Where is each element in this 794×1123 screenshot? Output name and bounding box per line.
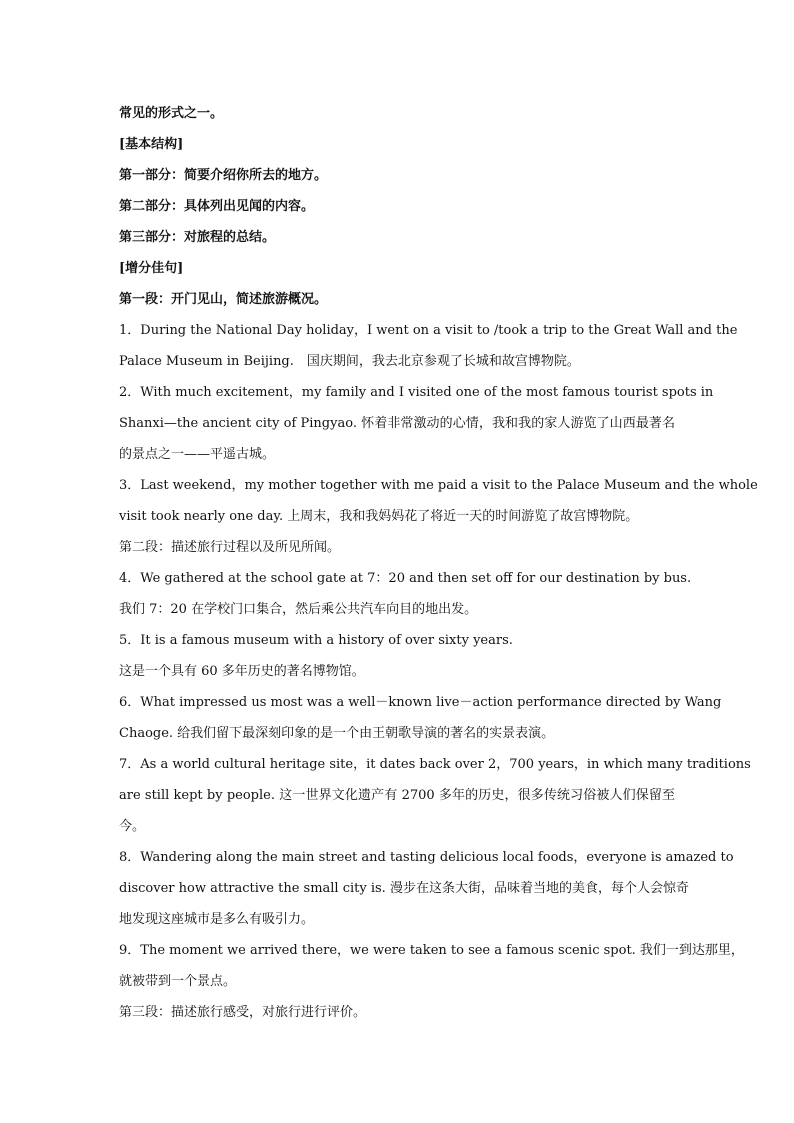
section-three-heading: 第三段：描述旅行感受，对旅行进行评价。 bbox=[119, 1005, 367, 1020]
sentence-6-line: Chaoge. 给我们留下最深刻印象的是一个由王朝歌导演的著名的实景表演。 bbox=[119, 726, 555, 741]
structure-part-three: 第三部分：对旅程的总结。 bbox=[119, 230, 276, 245]
sentence-5-line: 5．It is a famous museum with a history of over sixty years. bbox=[119, 633, 513, 648]
sentence-5-line: 这是一个具有 60 多年历史的著名博物馆。 bbox=[119, 664, 365, 679]
sentence-9-line: 就被带到一个景点。 bbox=[119, 974, 237, 989]
good-sentences-heading: [增分佳句] bbox=[119, 261, 184, 276]
sentence-8-line: 地发现这座城市是多么有吸引力。 bbox=[119, 912, 315, 927]
sentence-3-line: 3．Last weekend，my mother together with me paid a visit to the Palace Museum and the whole bbox=[119, 478, 758, 493]
sentence-9-line: 9．The moment we arrived there，we were taken to see a famous scenic spot. 我们一到达那里， bbox=[119, 943, 744, 958]
sentence-8-line: 8．Wandering along the main street and tasting delicious local foods，everyone is amazed to bbox=[119, 850, 734, 865]
sentence-2-line: Shanxi—the ancient city of Pingyao. 怀着非常激动的心情，我和我的家人游览了山西最著名 bbox=[119, 416, 675, 431]
sentence-6 bbox=[119, 687, 722, 749]
sentence-3 bbox=[119, 470, 758, 532]
section-two-heading: 第二段：描述旅行过程以及所见所闻。 bbox=[119, 540, 341, 555]
sentence-9 bbox=[119, 935, 744, 997]
sentence-7 bbox=[119, 749, 751, 842]
basic-structure-heading: [基本结构] bbox=[119, 137, 184, 152]
sentence-8 bbox=[119, 842, 734, 935]
sentence-7-line: are still kept by people. 这一世界文化遗产有 2700 多年的历史，很多传统习俗被人们保留至 bbox=[119, 788, 675, 803]
structure-part-two: 第二部分：具体列出见闻的内容。 bbox=[119, 199, 315, 214]
intro-line: 常见的形式之一。 bbox=[119, 106, 224, 121]
sentence-1-line: 1．During the National Day holiday，I went on a visit to /took a trip to the Great Wall and the bbox=[119, 323, 738, 338]
document-body bbox=[119, 98, 758, 1028]
sentence-7-line: 今。 bbox=[119, 819, 146, 834]
sentence-8-line: discover how attractive the small city is. 漫步在这条大街，品味着当地的美食，每个人会惊奇 bbox=[119, 881, 689, 896]
sentence-5 bbox=[119, 625, 675, 687]
sentence-6-line: 6．What impressed us most was a well－known live－action performance directed by Wang bbox=[119, 695, 722, 710]
section-one-heading: 第一段：开门见山，简述旅游概况。 bbox=[119, 292, 328, 307]
sentence-4-line: 我们 7：20 在学校门口集合，然后乘公共汽车向目的地出发。 bbox=[119, 602, 478, 617]
sentence-2-line: 的景点之一——平遥古城。 bbox=[119, 447, 276, 462]
sentence-1-line: Palace Museum in Beijing. 国庆期间，我去北京参观了长城和故宫博物院。 bbox=[119, 354, 580, 369]
sentence-2-line: 2．With much excitement，my family and I visited one of the most famous tourist spots in bbox=[119, 385, 714, 400]
structure-part-one: 第一部分：简要介绍你所去的地方。 bbox=[119, 168, 328, 183]
sentence-4 bbox=[119, 563, 692, 625]
sentence-1 bbox=[119, 315, 738, 377]
sentence-4-line: 4．We gathered at the school gate at 7：20 and then set off for our destination by bus. bbox=[119, 571, 692, 586]
sentence-2 bbox=[119, 377, 714, 470]
sentence-7-line: 7．As a world cultural heritage site，it dates back over 2，700 years，in which many traditions bbox=[119, 757, 751, 772]
sentence-3-line: visit took nearly one day. 上周末，我和我妈妈花了将近一天的时间游览了故宫博物院。 bbox=[119, 509, 639, 524]
